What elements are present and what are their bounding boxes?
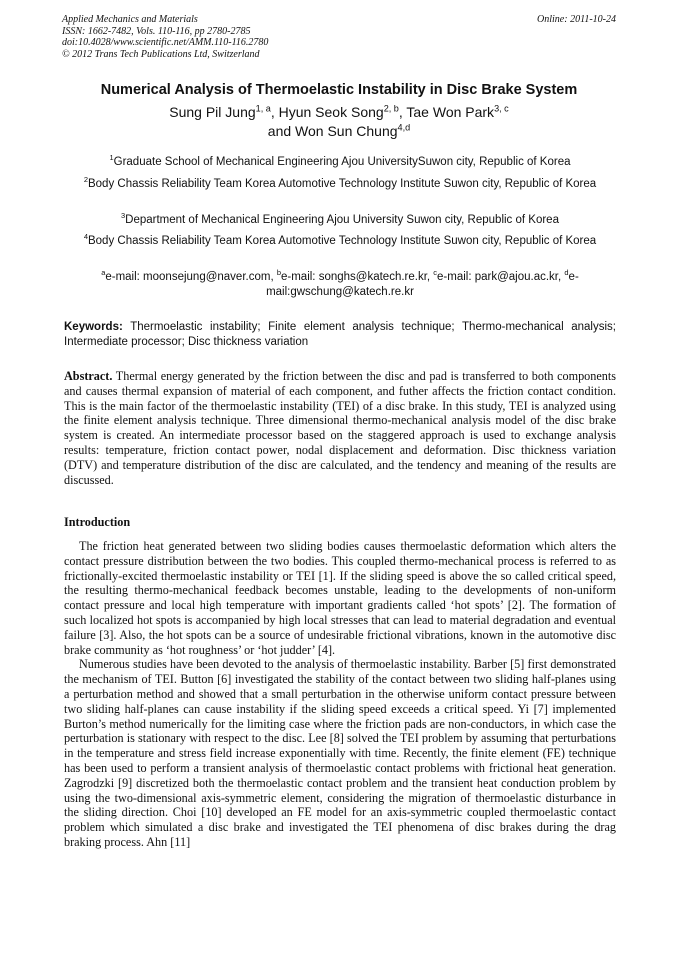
abstract-text: Thermal energy generated by the friction between the disc and pad is transferred to both components and causes thermal expansion of material of each component, and futher affects the friction contact condition. This is the main factor of the thermoelastic instability (TEI) of a disc brake. In this study, TEI is analyzed using the finite element analysis technique. Three dimensional thermo-mechanical analysis model of the disc brake system is created. An intermediate processor based on the staggered approach is used to exchange analysis results: temperature, friction contact power, nodal displacement and deformation. Disc thickness variation (DTV) and temperature distribution of the disc are calculated, and the tendency and meaning of the results are discussed.	[64, 369, 616, 487]
author-affiliation-marker: 2, b	[383, 103, 399, 114]
author-list: Sung Pil Jung$^{1, a}$, Hyun Seok Song$^{2, b}$, Tae Won Park$^{3, c}$ and Won Sun Chung$^{4,d}$	[169, 103, 509, 139]
author-affiliation-marker: 1, a	[255, 103, 271, 114]
affiliation-2: $^2$Body Chassis Reliability Team Korea Automotive Technology Institute Suwon city, Republic of Korea	[83, 175, 597, 190]
keywords-text: Thermoelastic instability; Finite element analysis technique; Thermo-mechanical analysis; Intermediate processor; Disc thickness variation	[64, 321, 616, 348]
paper-title: Numerical Analysis of Thermoelastic Instability in Disc Brake System	[100, 82, 578, 98]
email-b: e-mail: songhs@katech.re.kr,	[281, 271, 434, 283]
author-affiliation-marker: 4,d	[397, 122, 411, 133]
email-d: e-mail:gwschung@katech.re.kr	[266, 271, 579, 298]
abstract	[64, 369, 616, 487]
journal-name: Applied Mechanics and Materials	[62, 14, 198, 25]
affiliation-4: $^4$Body Chassis Reliability Team Korea Automotive Technology Institute Suwon city, Republic of Korea	[83, 232, 597, 247]
author-name: and Won Sun Chung	[267, 123, 398, 139]
online-date: Online: 2011-10-24	[537, 14, 616, 25]
author-affiliation-marker: 3, c	[494, 103, 509, 114]
section-heading-introduction: Introduction	[64, 515, 131, 529]
doi-line: doi:10.4028/www.scientific.net/AMM.110-116.2780	[62, 37, 269, 48]
keywords-label: Keywords:	[64, 321, 123, 333]
email-a: e-mail: moonsejung@naver.com,	[105, 271, 277, 283]
abstract-label: Abstract.	[64, 369, 113, 383]
keywords	[64, 320, 616, 349]
paragraph: The friction heat generated between two sliding bodies causes thermoelastic deformation which alters the contact pressure distribution between the two bodies. This coupled thermo-mechanical process is referred to as frictionally-excited thermoelastic instability or TEI [1]. If the sliding speed is above the so called critical speed, the resulting thermo-mechanical feedback becomes unstable, leading to the developments of non-uniform contact pressure and local high temperature with important gradients called ‘hot spots’ [2]. The formation of such localized hot spots is accompanied by high local stresses that can lead to material degradation and eventual failure [3]. Also, the hot spots can be a source of undesirable frictional vibrations, known in the automotive disc brake community as ‘hot roughness’ or ‘hot judder’ [4].	[64, 539, 616, 657]
introduction-body	[64, 539, 616, 850]
running-header	[62, 14, 616, 60]
copyright-line: © 2012 Trans Tech Publications Ltd, Switzerland	[62, 48, 260, 60]
email-list: $^a$e-mail: moonsejung@naver.com, $^b$e-mail: songhs@katech.re.kr, $^c$e-mail: park@ajou.ac.kr, $^d$e-mail:gwschung@katech.re.kr	[101, 268, 579, 298]
affiliation-1: $^1$Graduate School of Mechanical Engineering Ajou UniversitySuwon city, Republic of Korea	[109, 153, 571, 168]
author-name: Hyun Seok Song	[278, 104, 384, 120]
email-c: e-mail: park@ajou.ac.kr,	[437, 271, 565, 283]
issn-line: ISSN: 1662-7482, Vols. 110-116, pp 2780-2785	[62, 25, 251, 37]
author-name: Tae Won Park	[406, 104, 495, 120]
affiliation-3: $^3$Department of Mechanical Engineering Ajou University Suwon city, Republic of Korea	[121, 211, 559, 226]
paragraph: Numerous studies have been devoted to the analysis of thermoelastic instability. Barber [5] first demonstrated the mechanism of TEI. Button [6] investigated the stability of the contact between two sliding half-planes using a perturbation method and showed that a small perturbation in the otherwise uniform contact pressure between two sliding half-planes can cause instability if the sliding speed exceeds a critical speed. Yi [7] implemented Burton’s method numerically for the limiting case where the friction pads are non-conductors, in which case the perturbation is stationary with respect to the disc. Lee [8] solved the TEI problem by assuming that perturbations in the temperature and stress field increase exponentially with time. Recently, the finite element (FE) technique has been used to perform a transient analysis of thermoelastic contact problems with frictional heat generation. Zagrodzki [9] discretized both the thermoelastic contact problem and the transient heat conduction problem by using the two-dimensional axis-symmetric element, considering the migration of thermoelastic disturbance in the sliding direction. Choi [10] developed an FE model for an axis-symmetric coupled thermoelastic contact problem which simulated a disc brake and investigated the TEI phenomena of disc brakes during the drag braking process. Ahn [11]	[64, 657, 616, 849]
author-name: Sung Pil Jung	[169, 104, 256, 120]
